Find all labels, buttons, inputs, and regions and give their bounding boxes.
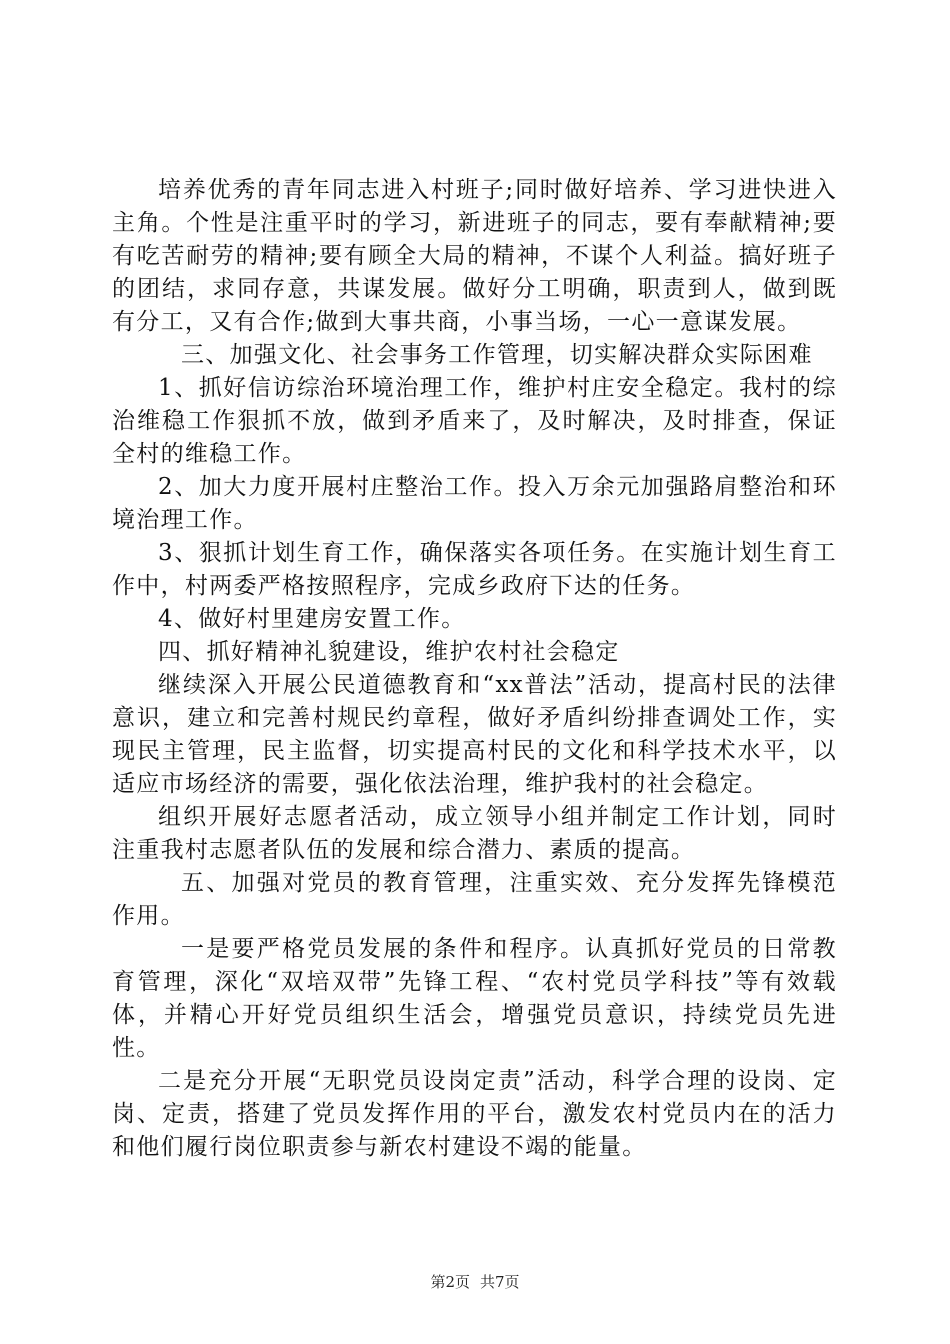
paragraph-item-3: 3、狠抓计划生育工作，确保落实各项任务。在实施计划生育工作中，村两委严格按照程序，完成乡政府下达的任务。 xyxy=(112,540,837,599)
section-heading-5: 五、加强对党员的教育管理，注重实效、充分发挥先锋模范作用。 xyxy=(112,870,837,929)
paragraph-item-1: 1、抓好信访综治环境治理工作，维护村庄安全稳定。我村的综治维稳工作狠抓不放，做到矛盾来了，及时解决，及时排查，保证全村的维稳工作。 xyxy=(112,375,837,467)
paragraph-volunteers: 组织开展好志愿者活动，成立领导小组并制定工作计划，同时注重我村志愿者队伍的发展和综合潜力、素质的提高。 xyxy=(112,804,837,863)
section-heading-4: 四、抓好精神礼貌建设，维护农村社会稳定 xyxy=(158,639,620,665)
paragraph-item-4: 4、做好村里建房安置工作。 xyxy=(158,606,466,632)
paragraph-civic-education: 继续深入开展公民道德教育和“xx普法”活动，提高村民的法律意识，建立和完善村规民约章程，做好矛盾纠纷排查调处工作，实现民主管理，民主监督，切实提高村民的文化和科学技术水平，以适应市场经济的需要，强化依法治理，维护我村的社会稳定。 xyxy=(112,672,837,797)
paragraph-party-development: 一是要严格党员发展的条件和程序。认真抓好党员的日常教育管理，深化“双培双带”先锋工程、“农村党员学科技”等有效载体，并精心开好党员组织生活会，增强党员意识，持续党员先进性。 xyxy=(112,936,837,1061)
page-number: 第2页 xyxy=(430,1273,470,1291)
section-heading-3: 三、加强文化、社会事务工作管理，切实解决群众实际困难 xyxy=(181,342,813,368)
paragraph-1: 培养优秀的青年同志进入村班子;同时做好培养、学习进快进入主角。个性是注重平时的学习，新进班子的同志，要有奉献精神;要有吃苦耐劳的精神;要有顾全大局的精神，不谋个人利益。搞好班子的团结，求同存意，共谋发展。做好分工明确，职责到人，做到既有分工，又有合作;做到大事共商，小事当场，一心一意谋发展。 xyxy=(112,177,837,335)
paragraph-party-posts: 二是充分开展“无职党员设岗定责”活动，科学合理的设岗、定岗、定责，搭建了党员发挥作用的平台，激发农村党员内在的活力和他们履行岗位职责参与新农村建设不竭的能量。 xyxy=(112,1068,837,1160)
document-body xyxy=(112,174,837,1164)
page-total: 共7页 xyxy=(480,1273,520,1291)
page-footer xyxy=(0,1272,950,1292)
paragraph-item-2: 2、加大力度开展村庄整治工作。投入万余元加强路肩整治和环境治理工作。 xyxy=(112,474,837,533)
